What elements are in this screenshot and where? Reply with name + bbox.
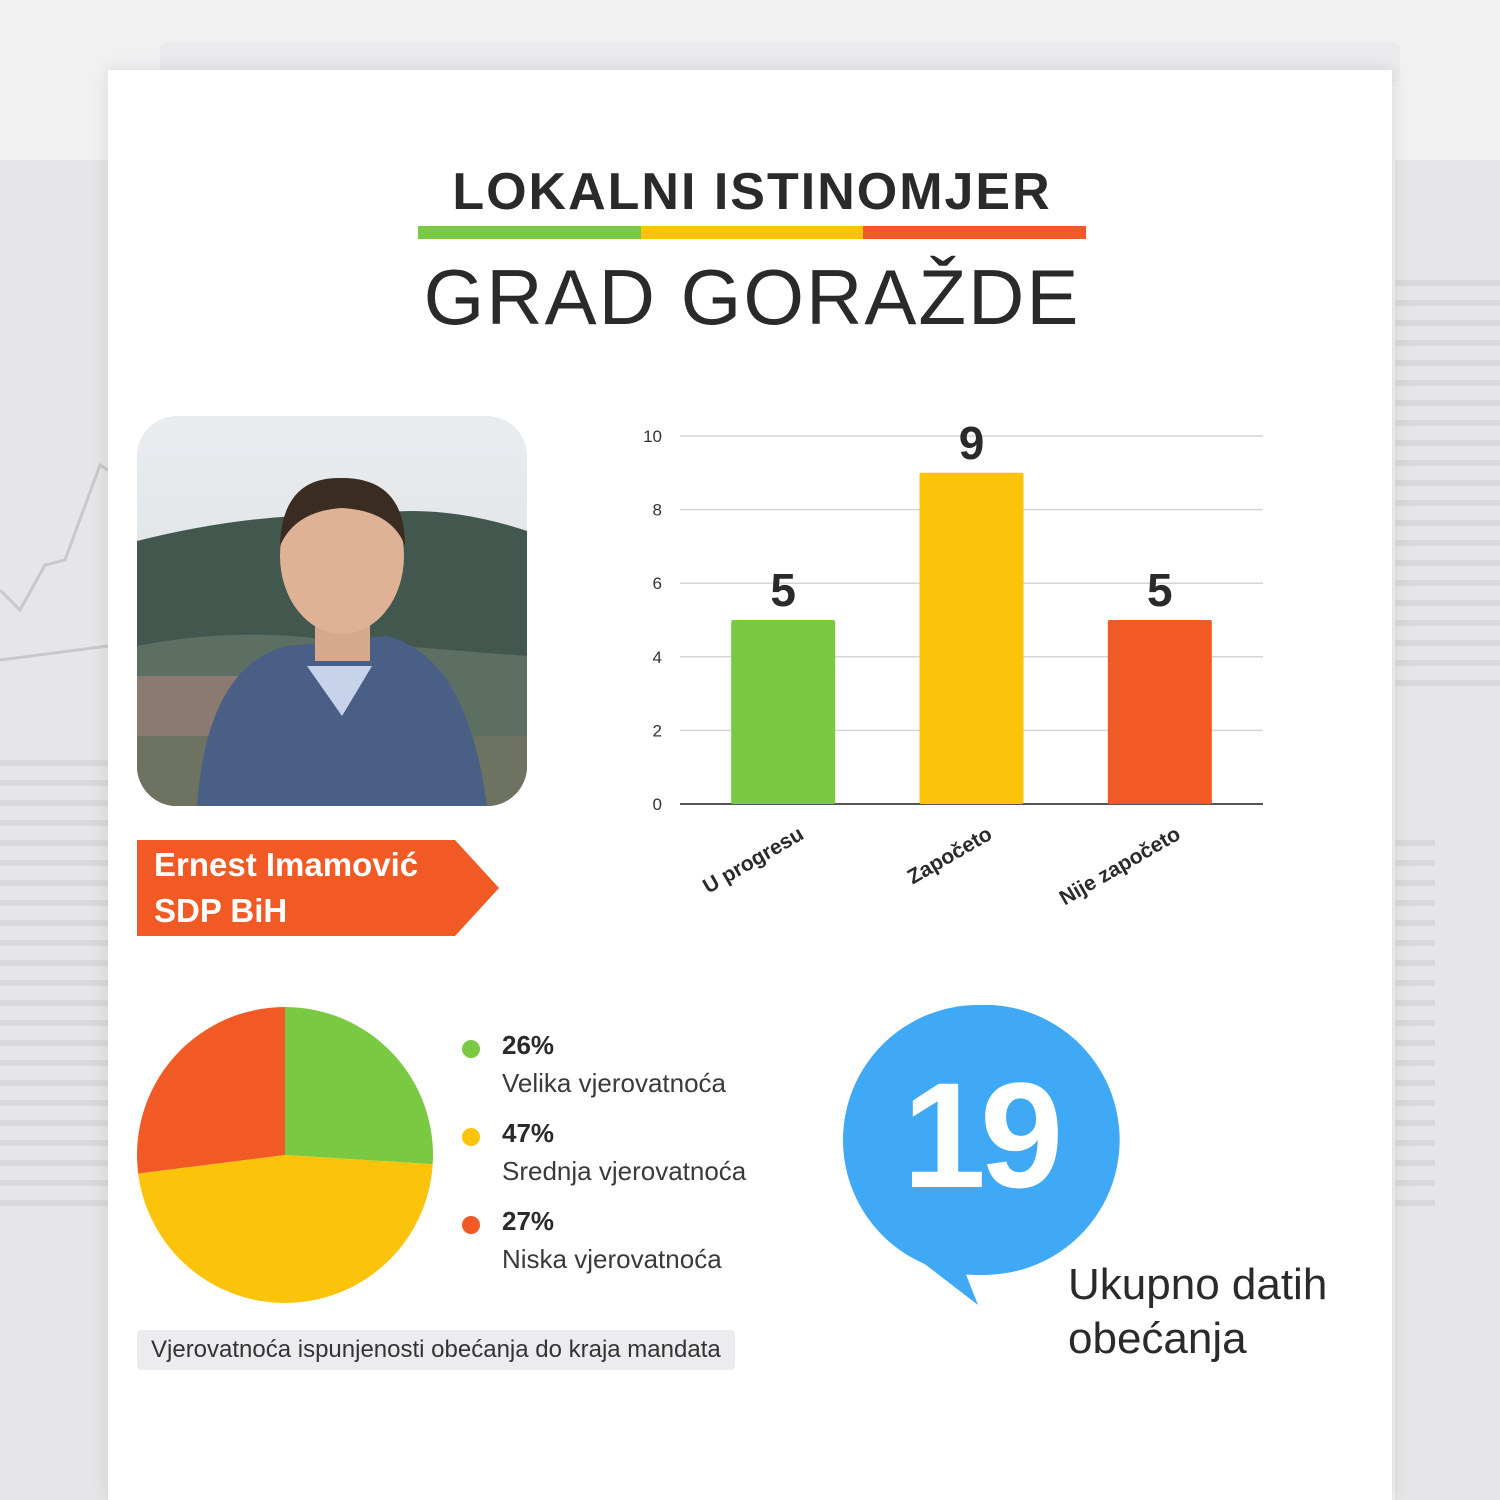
- legend-percent: 26%: [502, 1030, 555, 1060]
- legend-label: Srednja vjerovatnoća: [502, 1156, 747, 1186]
- stripe-green: [418, 226, 641, 239]
- politician-party: SDP BiH: [154, 892, 288, 929]
- pie-caption: Vjerovatnoća ispunjenosti obećanja do kraja mandata: [137, 1330, 735, 1370]
- legend-percent: 47%: [502, 1118, 555, 1148]
- legend-percent: 27%: [502, 1206, 555, 1236]
- y-tick-label: 4: [652, 647, 662, 667]
- y-tick-label: 0: [652, 795, 662, 814]
- page-subtitle: GRAD GORAŽDE: [423, 253, 1081, 341]
- pie-slice-1: [285, 1007, 433, 1164]
- politician-name: Ernest Imamović: [154, 846, 419, 883]
- bar-value-label: 5: [1147, 564, 1173, 616]
- x-category-label: Nije započeto: [1055, 822, 1185, 911]
- legend-item: [462, 1030, 822, 1118]
- total-label-line2: obećanja: [1068, 1314, 1247, 1363]
- politician-name-tag: [137, 840, 499, 936]
- y-tick-label: 10: [643, 427, 662, 446]
- y-tick-label: 8: [652, 500, 662, 520]
- page-title: LOKALNI ISTINOMJER: [452, 163, 1052, 221]
- stripe-yellow: [641, 226, 864, 239]
- legend-dot-orange: [462, 1216, 480, 1234]
- bar-value-label: 5: [770, 564, 796, 616]
- y-tick-label: 2: [652, 721, 662, 741]
- title-color-stripe: [418, 226, 1086, 239]
- x-category-label: Započeto: [903, 822, 996, 890]
- promise-status-bar-chart: [600, 420, 1300, 940]
- politician-photo: [137, 416, 527, 806]
- bar-2: [920, 473, 1024, 804]
- total-promises-number: 19: [902, 1051, 1058, 1219]
- total-promises-label: [1068, 1258, 1388, 1366]
- y-tick-label: 6: [652, 574, 662, 594]
- legend-label: Niska vjerovatnoća: [502, 1244, 722, 1274]
- bar-value-label: 9: [958, 420, 985, 469]
- legend-dot-green: [462, 1040, 480, 1058]
- stripe-orange: [863, 226, 1086, 239]
- legend-dot-yellow: [462, 1128, 480, 1146]
- probability-pie-chart: [130, 1000, 440, 1310]
- x-category-label: U progresu: [699, 822, 808, 899]
- total-label-line1: Ukupno datih: [1068, 1260, 1328, 1309]
- pie-slice-3: [137, 1007, 285, 1174]
- bar-1: [731, 620, 835, 804]
- pie-slice-2: [138, 1155, 433, 1303]
- pie-legend: [462, 1030, 822, 1294]
- legend-label: Velika vjerovatnoća: [502, 1068, 727, 1098]
- legend-item: [462, 1118, 822, 1206]
- bar-3: [1108, 620, 1212, 804]
- legend-item: [462, 1206, 822, 1294]
